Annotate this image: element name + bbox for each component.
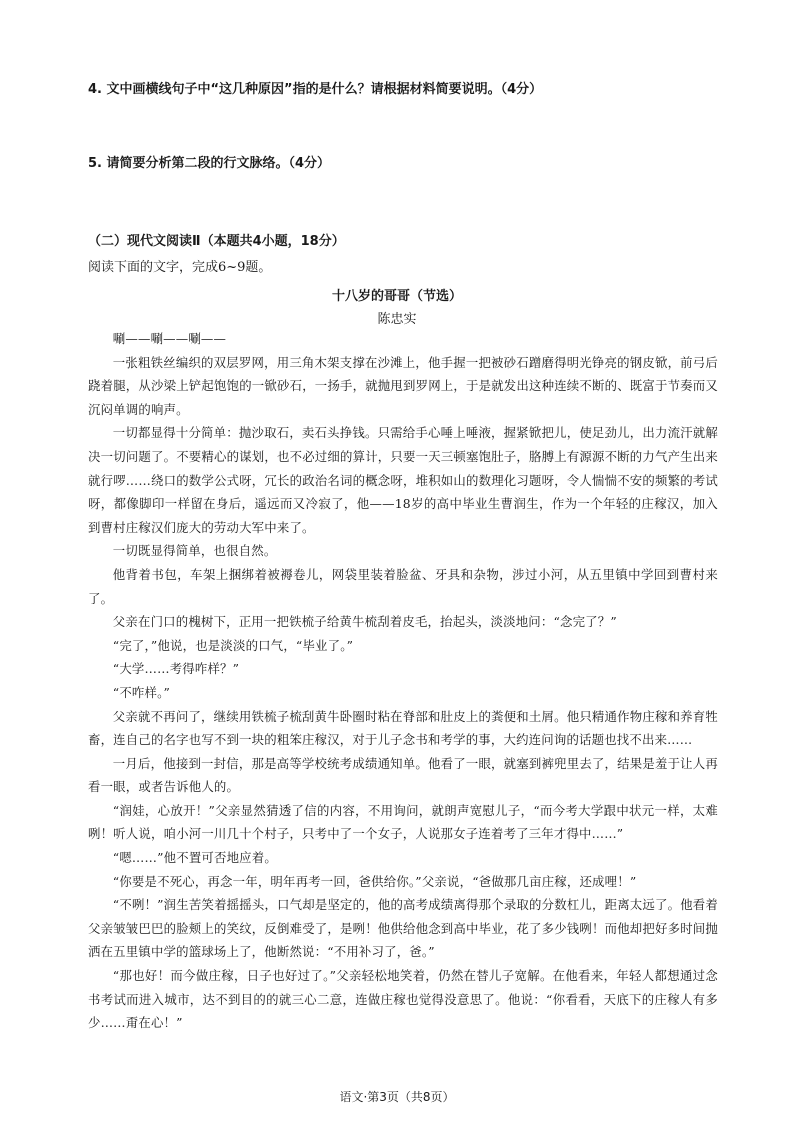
- article-title: 十八岁的哥哥（节选）: [331, 289, 462, 304]
- question-5: 5. 请简要分析第二段的行文脉络。（4分）: [88, 156, 331, 171]
- paragraph: 一张粗铁丝编织的双层罗网，用三角木架支撑在沙滩上，他手握一把被砂石蹭磨得明光铮亮的钢皮锨，前弓后跷着腿，从沙梁上铲起饱饱的一锨砂石，一扬手，就抛甩到罗网上，于是就发出这种连续不断的、既富于节奏而又沉闷单调的响声。: [88, 354, 718, 417]
- paragraph: “嗯……”他不置可否地应着。: [112, 850, 277, 866]
- paragraph: “完了，”他说，也是淡淡的口气，“毕业了。”: [112, 637, 354, 653]
- paragraph: “那也好！而今做庄稼，日子也好过了。”父亲轻松地笑着，仍然在替儿子宽解。在他看来，年轻人都想通过念书考试而进入城市，达不到目的的就三心二意，连做庄稼也觉得没意思了。他说：“你看看，天底下的庄稼人有多少……甭在心！”: [88, 968, 718, 1031]
- article-body: [88, 327, 718, 1035]
- paragraph: “大学……考得咋样？”: [112, 661, 240, 677]
- paragraph: 父亲在门口的槐树下，正用一把铁梳子给黄牛梳刮着皮毛，抬起头，淡淡地问：“念完了？”: [112, 614, 617, 630]
- paragraph: 一切都显得十分简单：抛沙取石，卖石头挣钱。只需给手心唾上唾液，握紧锨把儿，使足劲儿，出力流汗就解决一切问题了。不要精心的谋划，也不必过细的算计，只要一天三顿塞饱肚子，胳膊上有源源不断的力气产生出来就行啰……绕口的数学公式呀，冗长的政治名词的概念呀，堆积如山的数理化习题呀，令人惴惴不安的频繁的考试呀，都像脚印一样留在身后，遥远而又冷寂了，他——18岁的高中毕业生曹润生，作为一个年轻的庄稼汉，加入到曹村庄稼汉们庞大的劳动大军中来了。: [88, 425, 718, 535]
- paragraph: “不咋样。”: [112, 684, 171, 700]
- paragraph: “润娃，心放开！”父亲显然猜透了信的内容，不用询问，就朗声宽慰儿子，“而今考大学跟中状元一样，太难咧！听人说，咱小河一川几十个村子，只考中了一个女子，人说那女子连着考了三年才得中……”: [88, 802, 718, 842]
- page-footer: 语文·第3页（共8页）: [339, 1090, 455, 1104]
- paragraph: “不咧！”润生苦笑着摇摇头，口气却是坚定的，他的高考成绩离得那个录取的分数杠儿，距离太远了。他看着父亲皱皱巴巴的脸颊上的笑纹，反倒难受了，是咧！他供给他念到高中毕业，花了多少钱咧！而他却把好多时间抛洒在五里镇中学的篮球场上了，他断然说：“不用补习了，爸。”: [88, 897, 718, 960]
- paragraph: “你要是不死心，再念一年，明年再考一回，爸供给你。”父亲说，“爸做那几亩庄稼，还成哩！”: [112, 873, 637, 889]
- section-heading: （二）现代文阅读Ⅱ（本题共4小题，18分）: [88, 234, 345, 249]
- paragraph: 一切既显得简单，也很自然。: [112, 543, 277, 559]
- paragraph: 父亲就不再问了，继续用铁梳子梳刮黄牛卧圈时粘在脊部和肚皮上的粪便和土屑。他只精通作物庄稼和养育牲畜，连自己的名字也写不到一块的粗笨庄稼汉，对于儿子念书和考学的事，大约连问询的话题也找不出来……: [88, 708, 718, 748]
- paragraph: 唰——唰——唰——: [112, 331, 227, 346]
- question-4: 4. 文中画横线句子中“这几种原因”指的是什么？请根据材料简要说明。（4分）: [88, 82, 543, 97]
- section-instruction: 阅读下面的文字，完成6~9题。: [88, 260, 272, 275]
- paragraph: 一月后，他接到一封信，那是高等学校统考成绩通知单。他看了一眼，就塞到裤兜里去了，结果是羞于让人再看一眼，或者告诉他人的。: [88, 755, 718, 795]
- paragraph: 他背着书包，车架上捆绑着被褥卷儿，网袋里装着脸盆、牙具和杂物，涉过小河，从五里镇中学回到曹村来了。: [88, 566, 718, 606]
- article-author: 陈忠实: [377, 312, 417, 327]
